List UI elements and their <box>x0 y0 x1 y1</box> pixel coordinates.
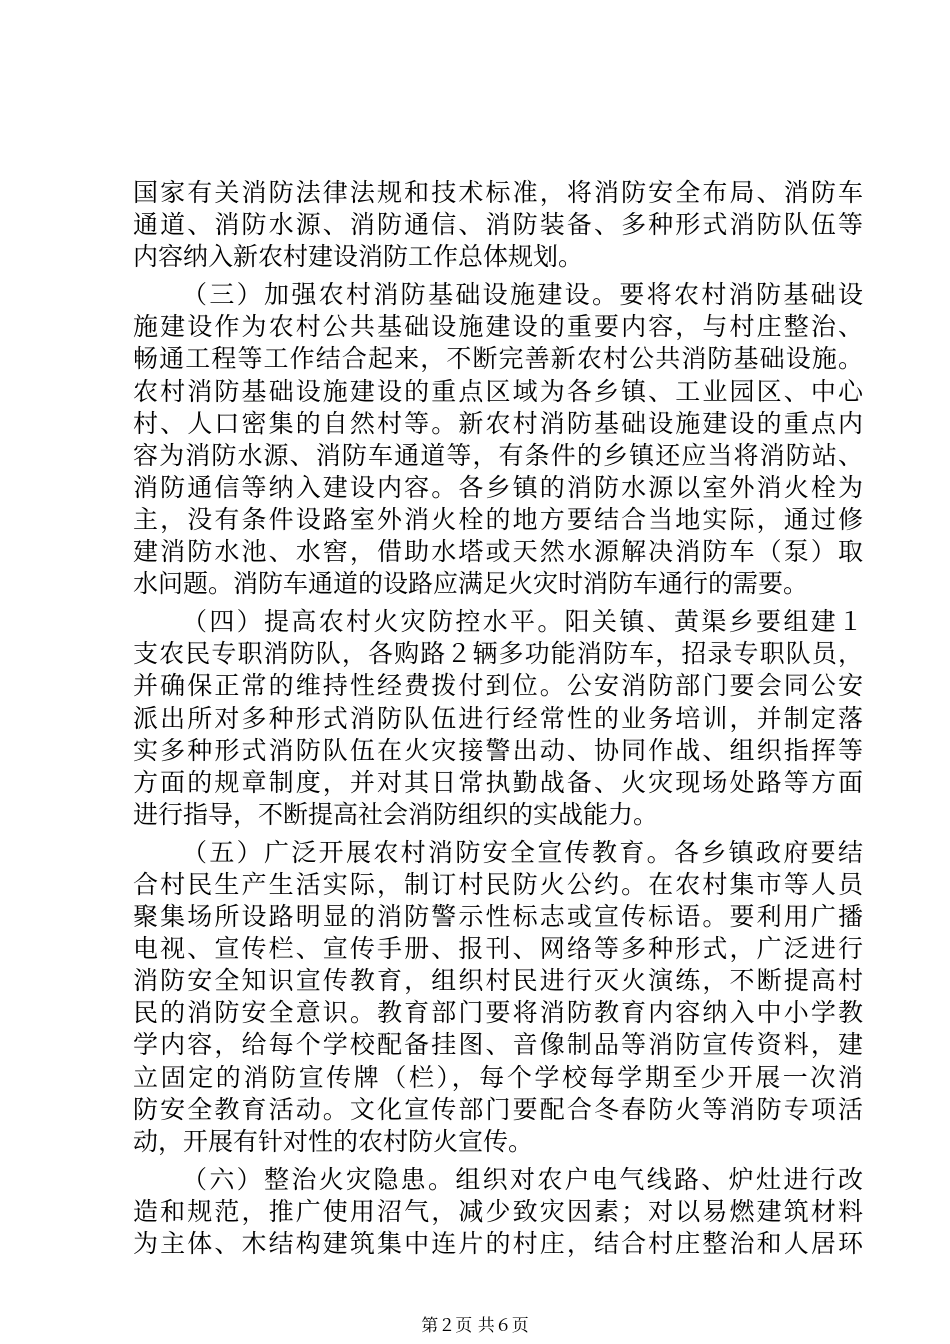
text-line: 畅通工程等工作结合起来，不断完善新农村公共消防基础设施。 <box>133 344 863 374</box>
text-line: 施建设作为农村公共基础设施建设的重要内容，与村庄整治、 <box>133 312 863 342</box>
text-line: 容为消防水源、消防车通道等，有条件的乡镇还应当将消防站、 <box>133 440 863 470</box>
text-line: 并确保正常的维持性经费拨付到位。公安消防部门要会同公安 <box>133 671 863 701</box>
page-number-label: 第２页 共６页 <box>421 1316 529 1336</box>
text-line: 建消防水池、水窖，借助水塔或天然水源解决消防车（泵）取 <box>133 537 863 567</box>
text-line: 派出所对多种形式消防队伍进行经常性的业务培训，并制定落 <box>133 703 863 733</box>
page-footer <box>0 1311 950 1336</box>
text-line: 消防安全知识宣传教育，组织村民进行灭火演练，不断提高村 <box>133 966 863 996</box>
text-line: 农村消防基础设施建设的重点区域为各乡镇、工业园区、中心 <box>133 376 863 406</box>
text-line: 支农民专职消防队，各购路２辆多功能消防车，招录专职队员， <box>133 639 863 669</box>
text-line: （四）提高农村火灾防控水平。阳关镇、黄渠乡要组建１ <box>182 607 863 637</box>
text-line: 民的消防安全意识。教育部门要将消防教育内容纳入中小学教 <box>133 998 863 1028</box>
text-line: 进行指导，不断提高社会消防组织的实战能力。 <box>133 799 659 829</box>
text-line: （三）加强农村消防基础设施建设。要将农村消防基础设 <box>182 280 863 310</box>
paragraph-p-6 <box>133 1164 863 1260</box>
text-line: 国家有关消防法律法规和技术标准，将消防安全布局、消防车 <box>133 178 863 207</box>
document-body <box>133 177 863 1260</box>
text-line: 电视、宣传栏、宣传手册、报刊、网络等多种形式，广泛进行 <box>133 934 863 964</box>
text-line: 村、人口密集的自然村等。新农村消防基础设施建设的重点内 <box>133 408 863 438</box>
text-line: 为主体、木结构建筑集中连片的村庄，结合村庄整治和人居环 <box>133 1229 863 1258</box>
text-line: 聚集场所设路明显的消防警示性标志或宣传标语。要利用广播 <box>133 902 863 932</box>
text-line: （五）广泛开展农村消防安全宣传教育。各乡镇政府要结 <box>182 837 863 867</box>
text-line: 防安全教育活动。文化宣传部门要配合冬春防火等消防专项活 <box>133 1094 863 1124</box>
text-line: 内容纳入新农村建设消防工作总体规划。 <box>133 242 584 272</box>
paragraph-p-4 <box>133 606 863 831</box>
text-line: 消防通信等纳入建设内容。各乡镇的消防水源以室外消火栓为 <box>133 472 863 502</box>
paragraph-p-5 <box>133 837 863 1158</box>
text-line: （六）整治火灾隐患。组织对农户电气线路、炉灶进行改 <box>182 1164 863 1194</box>
text-line: 实多种形式消防队伍在火灾接警出动、协同作战、组织指挥等 <box>133 735 863 765</box>
text-line: 水问题。消防车通道的设路应满足火灾时消防车通行的需要。 <box>133 569 809 599</box>
text-line: 方面的规章制度，并对其日常执勤战备、火灾现场处路等方面 <box>133 767 863 797</box>
paragraph-p-3 <box>133 279 863 600</box>
text-line: 造和规范，推广使用沼气，减少致灾因素；对以易燃建筑材料 <box>133 1196 863 1226</box>
text-line: 合村民生产生活实际，制订村民防火公约。在农村集市等人员 <box>133 869 863 899</box>
paragraph-p-intro <box>133 177 863 273</box>
text-line: 动，开展有针对性的农村防火宣传。 <box>133 1126 534 1156</box>
text-line: 通道、消防水源、消防通信、消防装备、多种形式消防队伍等 <box>133 210 863 240</box>
text-line: 学内容，给每个学校配备挂图、音像制品等消防宣传资料，建 <box>133 1030 863 1060</box>
text-line: 立固定的消防宣传牌（栏），每个学校每学期至少开展一次消 <box>133 1062 863 1092</box>
text-line: 主，没有条件设路室外消火栓的地方要结合当地实际，通过修 <box>133 504 863 534</box>
